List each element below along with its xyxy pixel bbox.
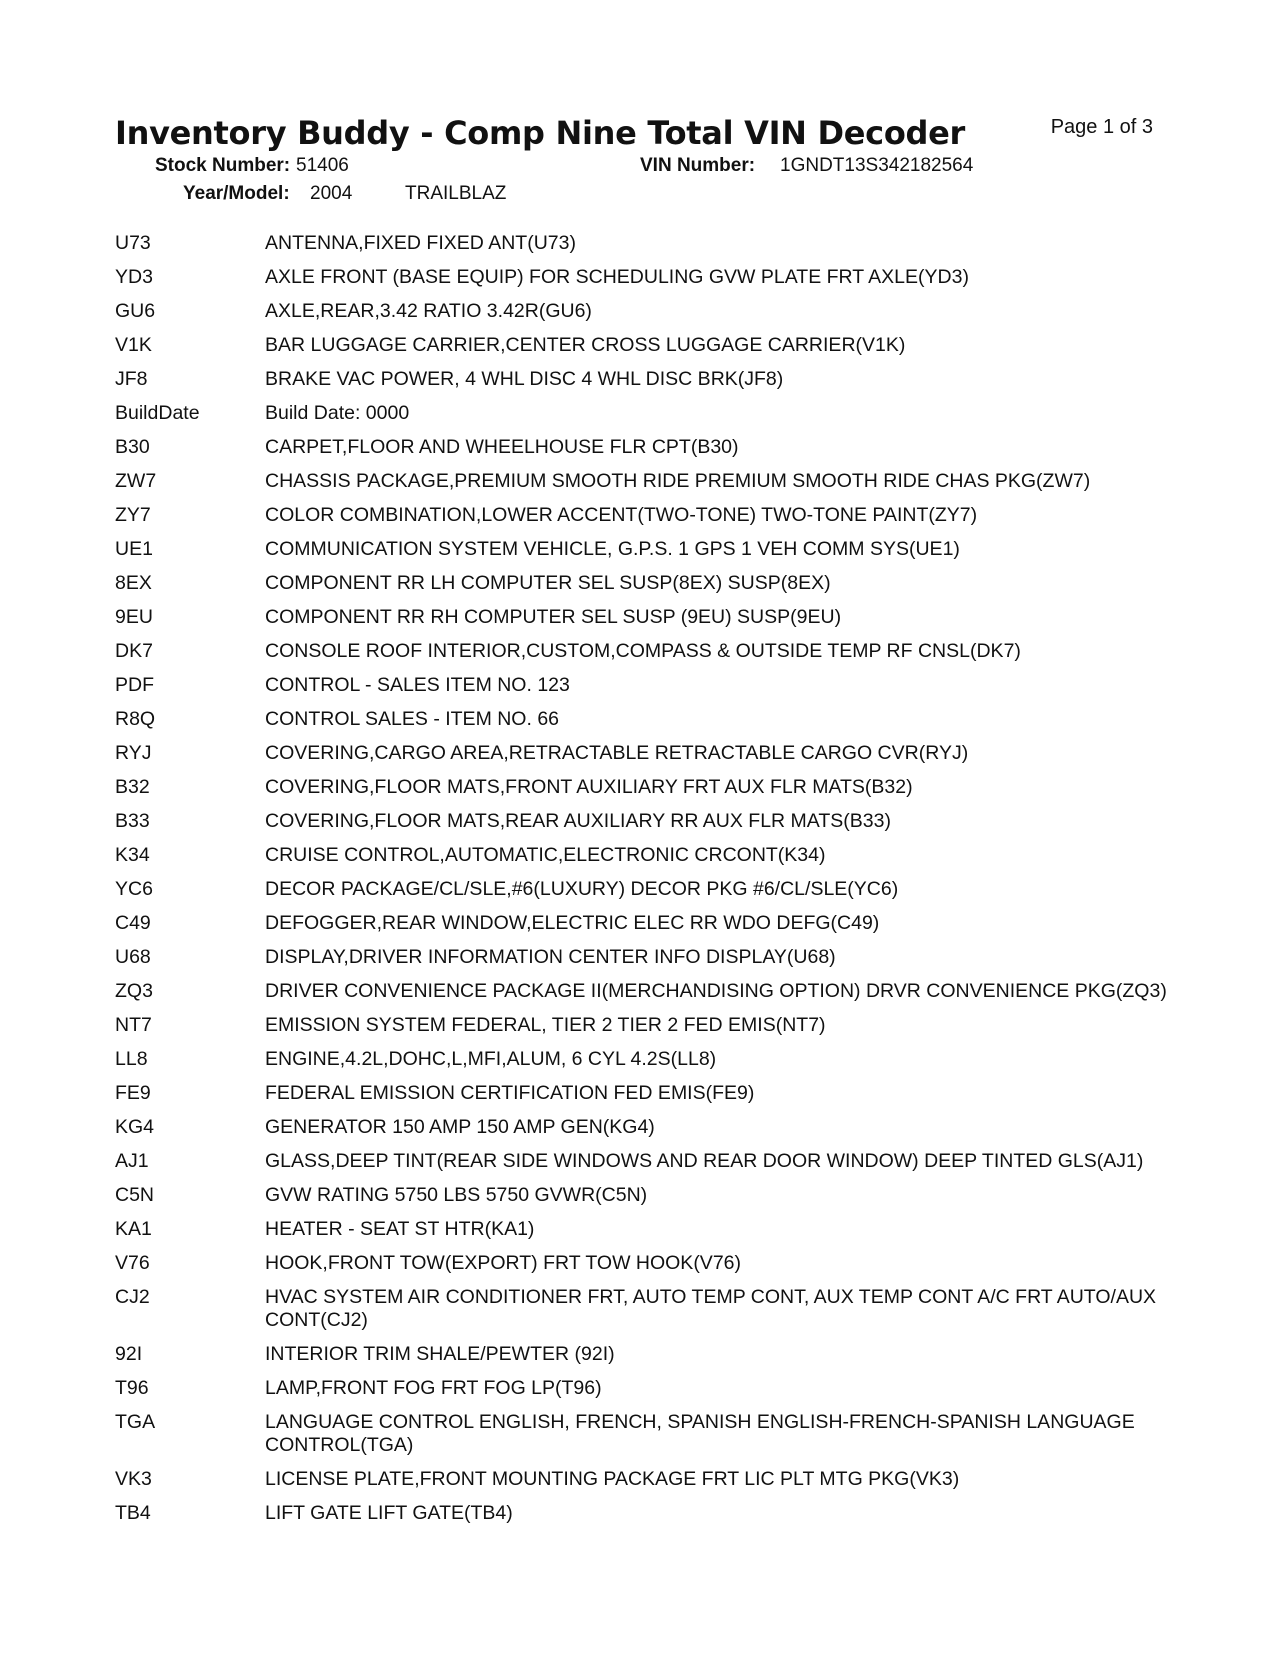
option-code: B30 [115,436,150,458]
option-row [115,703,1175,737]
option-description: ENGINE,4.2L,DOHC,L,MFI,ALUM, 6 CYL 4.2S(LL8) [265,1048,717,1070]
option-row [115,567,1175,601]
option-row [115,907,1175,941]
option-row [115,499,1175,533]
option-row [115,465,1175,499]
option-description: CONTROL SALES - ITEM NO. 66 [265,708,560,730]
option-row [115,737,1175,771]
option-row [115,1043,1175,1077]
option-row [115,771,1175,805]
stock-number-value: 51406 [296,155,349,176]
option-code: YD3 [115,266,153,288]
option-code: GU6 [115,300,156,322]
option-description: DECOR PACKAGE/CL/SLE,#6(LUXURY) DECOR PKG #6/CL/SLE(YC6) [265,878,899,900]
model-value: TRAILBLAZ [405,183,507,204]
option-row [115,363,1175,397]
option-code: ZY7 [115,504,151,526]
option-description: COVERING,CARGO AREA,RETRACTABLE RETRACTABLE CARGO CVR(RYJ) [265,742,969,764]
year-value: 2004 [310,183,353,204]
option-code: 8EX [115,572,152,594]
option-code: R8Q [115,708,156,730]
option-code: V1K [115,334,152,356]
option-row [115,1213,1175,1247]
option-description: Build Date: 0000 [265,402,410,424]
document-title: Inventory Buddy - Comp Nine Total VIN Decoder [115,114,966,152]
option-row [115,873,1175,907]
option-description: INTERIOR TRIM SHALE/PEWTER (92I) [265,1343,615,1365]
option-description: COMMUNICATION SYSTEM VEHICLE, G.P.S. 1 GPS 1 VEH COMM SYS(UE1) [265,538,960,560]
option-description: HEATER - SEAT ST HTR(KA1) [265,1218,535,1240]
option-description: COMPONENT RR LH COMPUTER SEL SUSP(8EX) SUSP(8EX) [265,572,831,594]
option-row [115,397,1175,431]
option-code: RYJ [115,742,152,764]
option-row [115,533,1175,567]
option-row [115,1281,1175,1338]
option-code: TB4 [115,1502,151,1524]
option-description: CARPET,FLOOR AND WHEELHOUSE FLR CPT(B30) [265,436,739,458]
option-row [115,839,1175,873]
option-description: AXLE FRONT (BASE EQUIP) FOR SCHEDULING GVW PLATE FRT AXLE(YD3) [265,266,969,288]
option-description: EMISSION SYSTEM FEDERAL, TIER 2 TIER 2 FED EMIS(NT7) [265,1014,826,1036]
option-description: BAR LUGGAGE CARRIER,CENTER CROSS LUGGAGE CARRIER(V1K) [265,334,906,356]
option-description: GLASS,DEEP TINT(REAR SIDE WINDOWS AND REAR DOOR WINDOW) DEEP TINTED GLS(AJ1) [265,1150,1144,1172]
option-description: COVERING,FLOOR MATS,REAR AUXILIARY RR AUX FLR MATS(B33) [265,810,891,832]
option-row [115,1372,1175,1406]
option-code: K34 [115,844,150,866]
option-row [115,261,1175,295]
option-code: KA1 [115,1218,152,1240]
option-code: JF8 [115,368,148,390]
option-code: C49 [115,912,151,934]
option-code: LL8 [115,1048,148,1070]
option-row [115,601,1175,635]
option-code: KG4 [115,1116,155,1138]
option-description: GENERATOR 150 AMP 150 AMP GEN(KG4) [265,1116,655,1138]
option-row [115,431,1175,465]
option-description: DEFOGGER,REAR WINDOW,ELECTRIC ELEC RR WDO DEFG(C49) [265,912,880,934]
option-code: DK7 [115,640,153,662]
option-description: GVW RATING 5750 LBS 5750 GVWR(C5N) [265,1184,648,1206]
option-code: C5N [115,1184,155,1206]
option-code: V76 [115,1252,150,1274]
option-row [115,1338,1175,1372]
option-row [115,1179,1175,1213]
option-row [115,1463,1175,1497]
option-description: CONSOLE ROOF INTERIOR,CUSTOM,COMPASS & OUTSIDE TEMP RF CNSL(DK7) [265,640,1021,662]
option-description: COVERING,FLOOR MATS,FRONT AUXILIARY FRT AUX FLR MATS(B32) [265,776,913,798]
option-row [115,635,1175,669]
option-row [115,1111,1175,1145]
option-code: YC6 [115,878,153,900]
option-description: LICENSE PLATE,FRONT MOUNTING PACKAGE FRT LIC PLT MTG PKG(VK3) [265,1468,960,1490]
option-row [115,669,1175,703]
stock-number-label: Stock Number: [155,155,291,176]
option-code: T96 [115,1377,149,1399]
option-description: LANGUAGE CONTROL ENGLISH, FRENCH, SPANISH ENGLISH-FRENCH-SPANISH LANGUAGE CONTROL(TGA) [265,1411,1135,1456]
option-code: U73 [115,232,151,254]
option-description: CRUISE CONTROL,AUTOMATIC,ELECTRONIC CRCONT(K34) [265,844,826,866]
option-description: HVAC SYSTEM AIR CONDITIONER FRT, AUTO TEMP CONT, AUX TEMP CONT A/C FRT AUTO/AUX CONT(CJ2) [265,1286,1157,1331]
option-description: LIFT GATE LIFT GATE(TB4) [265,1502,513,1524]
option-list [115,227,1175,1531]
option-row [115,1009,1175,1043]
option-code: ZW7 [115,470,157,492]
option-description: AXLE,REAR,3.42 RATIO 3.42R(GU6) [265,300,592,322]
option-code: UE1 [115,538,153,560]
option-code: TGA [115,1411,156,1433]
option-description: FEDERAL EMISSION CERTIFICATION FED EMIS(FE9) [265,1082,755,1104]
option-row [115,329,1175,363]
option-code: CJ2 [115,1286,150,1308]
option-row [115,1077,1175,1111]
option-row [115,1497,1175,1531]
option-row [115,1247,1175,1281]
option-description: DRIVER CONVENIENCE PACKAGE II(MERCHANDISING OPTION) DRVR CONVENIENCE PKG(ZQ3) [265,980,1167,1002]
option-row [115,227,1175,261]
option-row [115,295,1175,329]
option-code: VK3 [115,1468,152,1490]
option-code: AJ1 [115,1150,149,1172]
option-description: CONTROL - SALES ITEM NO. 123 [265,674,570,696]
option-description: CHASSIS PACKAGE,PREMIUM SMOOTH RIDE PREMIUM SMOOTH RIDE CHAS PKG(ZW7) [265,470,1091,492]
option-row [115,975,1175,1009]
page-indicator: Page 1 of 3 [1050,116,1153,138]
option-description: DISPLAY,DRIVER INFORMATION CENTER INFO DISPLAY(U68) [265,946,836,968]
option-code: NT7 [115,1014,152,1036]
option-description: COMPONENT RR RH COMPUTER SEL SUSP (9EU) SUSP(9EU) [265,606,842,628]
option-description: HOOK,FRONT TOW(EXPORT) FRT TOW HOOK(V76) [265,1252,741,1274]
option-code: ZQ3 [115,980,153,1002]
option-row [115,1406,1175,1463]
option-description: ANTENNA,FIXED FIXED ANT(U73) [265,232,576,254]
option-code: 9EU [115,606,153,628]
option-description: BRAKE VAC POWER, 4 WHL DISC 4 WHL DISC BRK(JF8) [265,368,784,390]
option-description: COLOR COMBINATION,LOWER ACCENT(TWO-TONE) TWO-TONE PAINT(ZY7) [265,504,978,526]
option-row [115,805,1175,839]
option-code: B32 [115,776,150,798]
option-code: FE9 [115,1082,151,1104]
option-description: LAMP,FRONT FOG FRT FOG LP(T96) [265,1377,602,1399]
option-row [115,1145,1175,1179]
vin-number-label: VIN Number: [640,155,756,176]
option-code: 92I [115,1343,143,1365]
year-model-label: Year/Model: [183,183,290,204]
option-code: BuildDate [115,402,200,424]
option-code: U68 [115,946,151,968]
option-code: B33 [115,810,150,832]
option-row [115,941,1175,975]
vin-number-value: 1GNDT13S342182564 [780,155,974,176]
option-code: PDF [115,674,154,696]
